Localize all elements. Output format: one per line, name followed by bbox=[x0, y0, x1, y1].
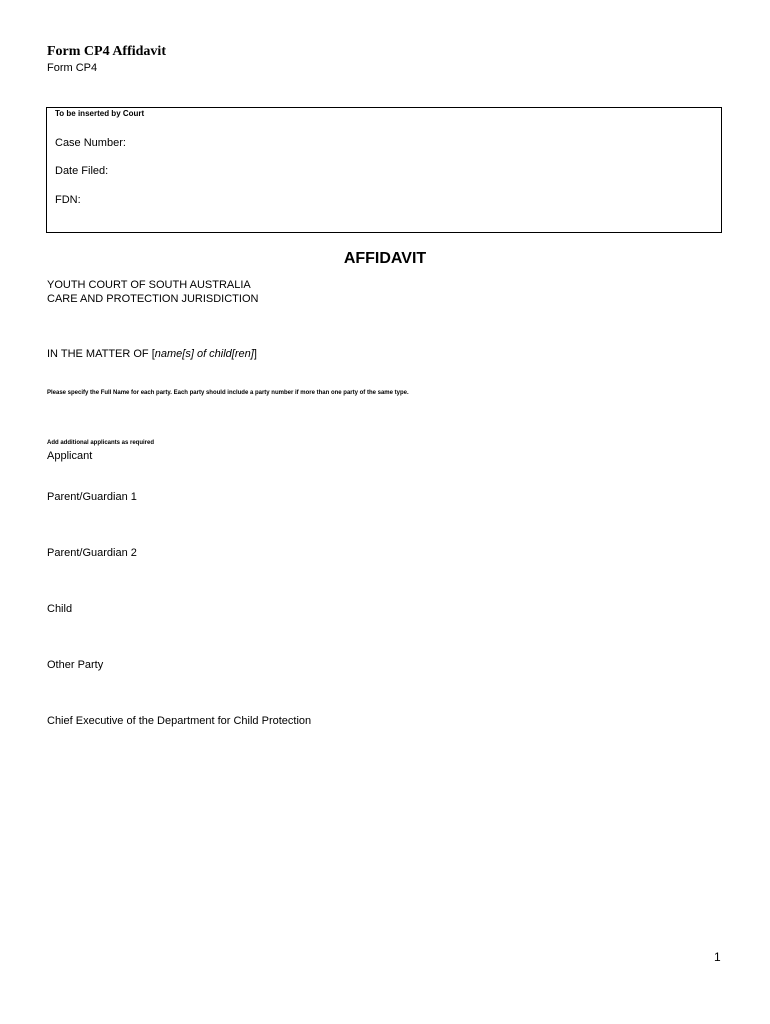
party-instruction: Please specify the Full Name for each party. Each party should include a party number if more than one party of the same type. bbox=[47, 390, 409, 396]
party-parent-guardian-2: Parent/Guardian 2 bbox=[47, 547, 137, 559]
party-applicant: Applicant bbox=[47, 450, 93, 462]
matter-suffix: ] bbox=[253, 348, 257, 360]
page-number: 1 bbox=[714, 950, 721, 964]
jurisdiction: CARE AND PROTECTION JURISDICTION bbox=[47, 293, 259, 305]
in-the-matter-of bbox=[47, 348, 257, 361]
party-child: Child bbox=[47, 603, 73, 615]
affidavit-heading: AFFIDAVIT bbox=[343, 250, 427, 267]
form-title: Form CP4 Affidavit bbox=[47, 44, 166, 59]
case-number-label: Case Number: bbox=[55, 137, 126, 149]
court-name: YOUTH COURT OF SOUTH AUSTRALIA bbox=[47, 279, 251, 291]
date-filed-label: Date Filed: bbox=[55, 165, 109, 177]
party-other: Other Party bbox=[47, 659, 104, 671]
form-subtitle: Form CP4 bbox=[47, 62, 98, 74]
party-chief-executive: Chief Executive of the Department for Child Protection bbox=[47, 715, 312, 727]
fdn-label: FDN: bbox=[55, 194, 81, 206]
party-parent-guardian-1: Parent/Guardian 1 bbox=[47, 491, 137, 503]
court-use-box bbox=[46, 107, 722, 233]
applicants-note: Add additional applicants as required bbox=[47, 440, 155, 446]
matter-prefix: IN THE MATTER OF [ bbox=[47, 348, 155, 360]
court-box-heading: To be inserted by Court bbox=[55, 109, 145, 118]
child-names-placeholder: name[s] of child[ren] bbox=[154, 348, 254, 360]
